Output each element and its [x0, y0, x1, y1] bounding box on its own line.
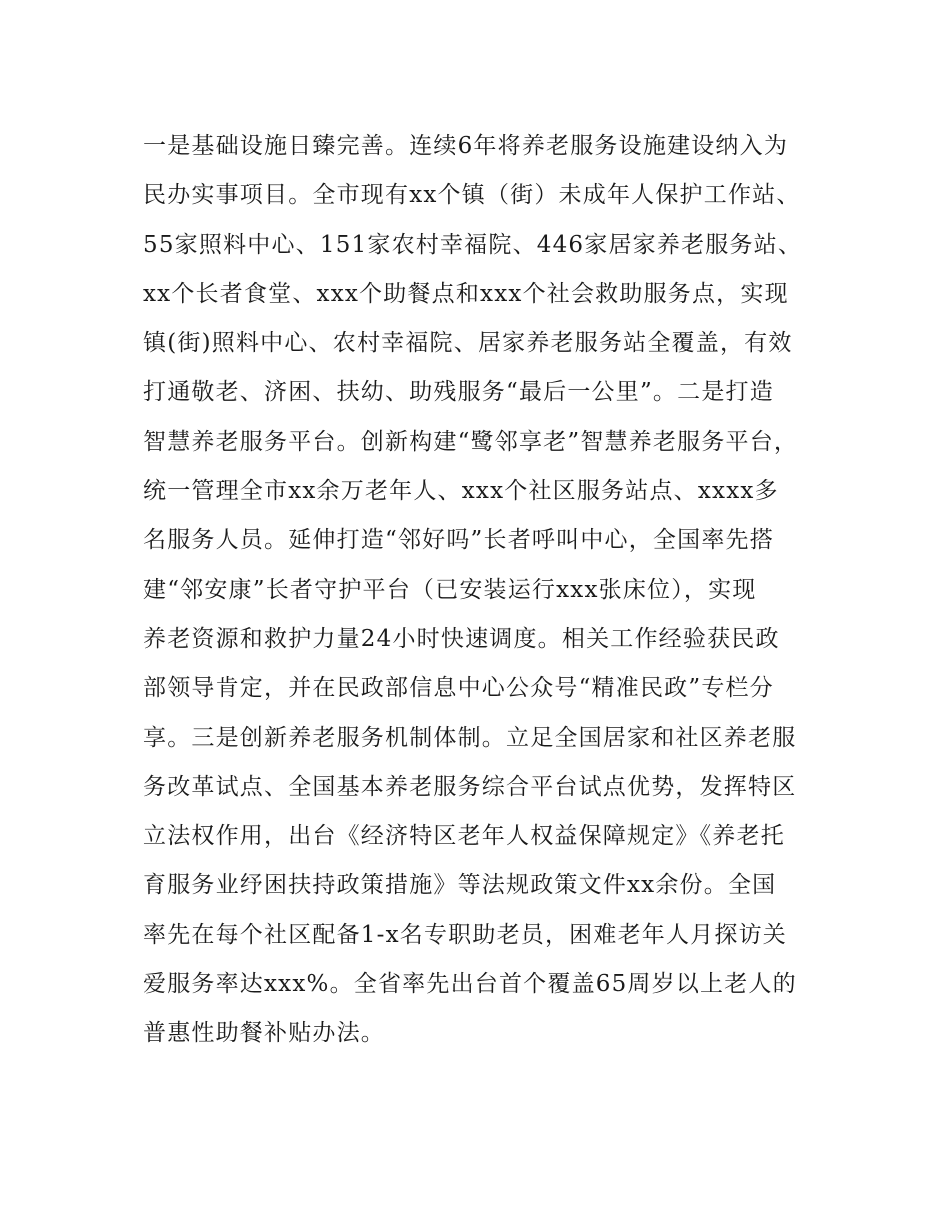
- text-line: 建“邻安康”长者守护平台（已安装运行xxx张床位），实现: [143, 576, 757, 603]
- text-line: 普惠性助餐补贴办法。: [143, 1020, 385, 1047]
- text-line: 享。三是创新养老服务机制体制。立足全国居家和社区养老服: [143, 724, 797, 751]
- text-line: 爱服务率达xxx%。全省率先出台首个覆盖65周岁以上老人的: [143, 971, 797, 998]
- text-line: 打通敬老、济困、扶幼、助残服务“最后一公里”。二是打造: [143, 379, 774, 406]
- text-line: 率先在每个社区配备1-x名专职助老员，困难老年人月探访关: [143, 921, 787, 948]
- text-line: 55家照料中心、151家农村幸福院、446家居家养老服务站、: [143, 231, 803, 258]
- text-line: 立法权作用，出台《经济特区老年人权益保障规定》《养老托: [143, 823, 785, 850]
- text-line: 一是基础设施日臻完善。连续6年将养老服务设施建设纳入为: [143, 133, 789, 159]
- text-line: 务改革试点、全国基本养老服务综合平台试点优势，发挥特区: [143, 773, 797, 800]
- text-line: 养老资源和救护力量24小时快速调度。相关工作经验获民政: [143, 625, 780, 652]
- text-line: 部领导肯定，并在民政部信息中心公众号“精准民政”专栏分: [143, 675, 774, 702]
- text-line: 统一管理全市xx余万老年人、xxx个社区服务站点、xxxx多: [143, 478, 779, 505]
- text-line: 智慧养老服务平台。创新构建“鹭邻享老”智慧养老服务平台，: [143, 428, 799, 455]
- text-line: 名服务人员。延伸打造“邻好吗”长者呼叫中心，全国率先搭: [143, 527, 774, 554]
- text-line: 育服务业纾困扶持政策措施》等法规政策文件xx余份。全国: [143, 872, 777, 899]
- text-line: 镇(街)照料中心、农村幸福院、居家养老服务站全覆盖，有效: [143, 330, 793, 357]
- text-line: xx个长者食堂、xxx个助餐点和xxx个社会救助服务点，实现: [143, 280, 789, 307]
- text-line: 民办实事项目。全市现有xx个镇（街）未成年人保护工作站、: [143, 182, 801, 209]
- body-paragraph: [143, 122, 833, 1059]
